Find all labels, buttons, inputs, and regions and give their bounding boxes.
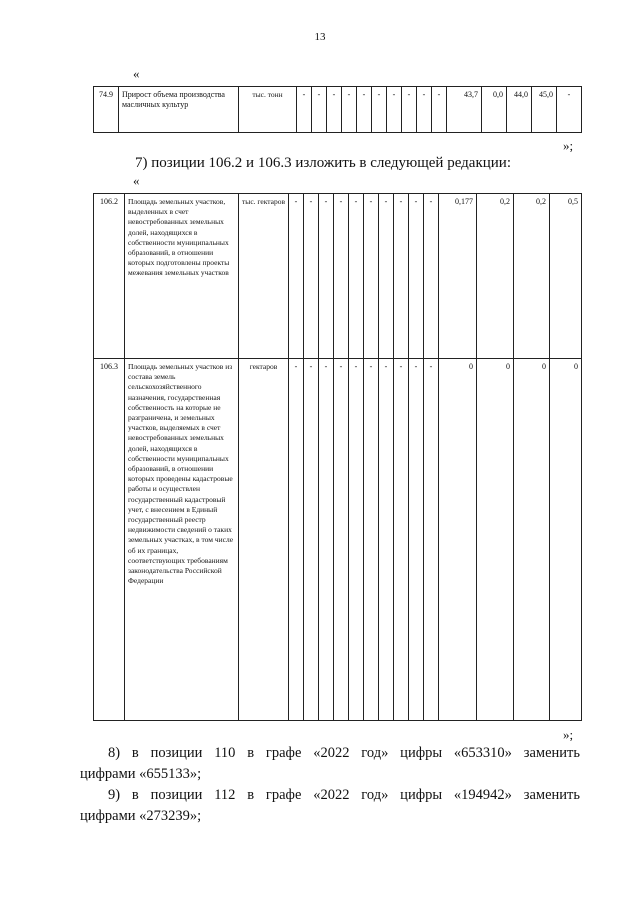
value-cell: 43,7 [447, 87, 482, 133]
row-unit: гектаров [239, 359, 289, 721]
dash-cell: - [289, 194, 304, 359]
section-heading: 7) позиции 106.2 и 106.3 изложить в следующей редакции: [135, 155, 511, 171]
dash-cell: - [289, 359, 304, 721]
dash-cell: - [424, 194, 439, 359]
dash-cell: - [417, 87, 432, 133]
dash-cell: - [297, 87, 312, 133]
dash-cell: - [334, 359, 349, 721]
dash-cell: - [424, 359, 439, 721]
row-number: 106.3 [94, 359, 125, 721]
value-cell: 0 [439, 359, 477, 721]
close-quote-top: »; [563, 138, 574, 153]
dash-cell: - [364, 194, 379, 359]
dash-cell: - [334, 194, 349, 359]
value-cell: 0 [514, 359, 550, 721]
paragraph-9-line-2: цифрами «273239»; [80, 808, 202, 824]
value-cell: 0 [550, 359, 582, 721]
dash-cell: - [319, 194, 334, 359]
dash-cell: - [304, 359, 319, 721]
value-cell: 0,2 [514, 194, 550, 359]
dash-cell: - [402, 87, 417, 133]
dash-cell: - [364, 359, 379, 721]
dash-cell: - [394, 359, 409, 721]
dash-cell: - [342, 87, 357, 133]
row-unit: тыс. тонн [239, 87, 297, 133]
paragraph-8-line-2: цифрами «655133»; [80, 766, 202, 782]
close-quote-main: »; [563, 727, 574, 742]
open-quote-top: « [133, 66, 140, 81]
row-number: 106.2 [94, 194, 125, 359]
dash-cell: - [379, 359, 394, 721]
dash-cell: - [312, 87, 327, 133]
row-name: Площадь земельных участков из состава земель сельскохозяйственного назначения, государственная собственность на которые не разграничена, и земельных участков, выделяемых в счет невостребованных земельных долей, находящихся в собственности муниципальных образований, в отношении которых проведены кадастровые работы и осуществлен государственный кадастровый учет, с внесением в Единый государственный реестр недвижимости сведений о таких земельных участках, в том числе об их границах, соответствующих требованиям законодательства Российской Федерации [125, 359, 239, 721]
paragraph-8 [80, 743, 580, 785]
value-cell: 0,2 [477, 194, 514, 359]
value-cell: - [557, 87, 582, 133]
dash-cell: - [409, 359, 424, 721]
dash-cell: - [409, 194, 424, 359]
paragraph-8-line-1: 8) в позиции 110 в графе «2022 год» цифры «653310» заменить [108, 745, 580, 761]
dash-cell: - [387, 87, 402, 133]
value-cell: 0,177 [439, 194, 477, 359]
table-row [94, 359, 582, 721]
row-unit: тыс. гектаров [239, 194, 289, 359]
value-cell: 0,0 [482, 87, 507, 133]
dash-cell: - [304, 194, 319, 359]
table-row [94, 194, 582, 359]
dash-cell: - [394, 194, 409, 359]
open-quote-main: « [133, 173, 140, 188]
dash-cell: - [357, 87, 372, 133]
table-position-74-9 [93, 86, 582, 133]
table-row [94, 87, 582, 133]
dash-cell: - [327, 87, 342, 133]
paragraph-9 [80, 785, 580, 827]
value-cell: 0,5 [550, 194, 582, 359]
dash-cell: - [349, 194, 364, 359]
page-number: 13 [314, 31, 326, 43]
row-name: Площадь земельных участков, выделенных в счет невостребованных земельных долей, находящихся в собственности муниципальных образований, в отношении которых подготовлены проекты межевания земельных участков [125, 194, 239, 359]
row-name: Прирост объема производства масличных культур [119, 87, 239, 133]
paragraph-9-line-1: 9) в позиции 112 в графе «2022 год» цифры «194942» заменить [108, 787, 580, 803]
table-positions-106 [93, 193, 582, 721]
dash-cell: - [379, 194, 394, 359]
value-cell: 0 [477, 359, 514, 721]
value-cell: 45,0 [532, 87, 557, 133]
dash-cell: - [349, 359, 364, 721]
dash-cell: - [372, 87, 387, 133]
row-number: 74.9 [94, 87, 119, 133]
dash-cell: - [319, 359, 334, 721]
dash-cell: - [432, 87, 447, 133]
value-cell: 44,0 [507, 87, 532, 133]
